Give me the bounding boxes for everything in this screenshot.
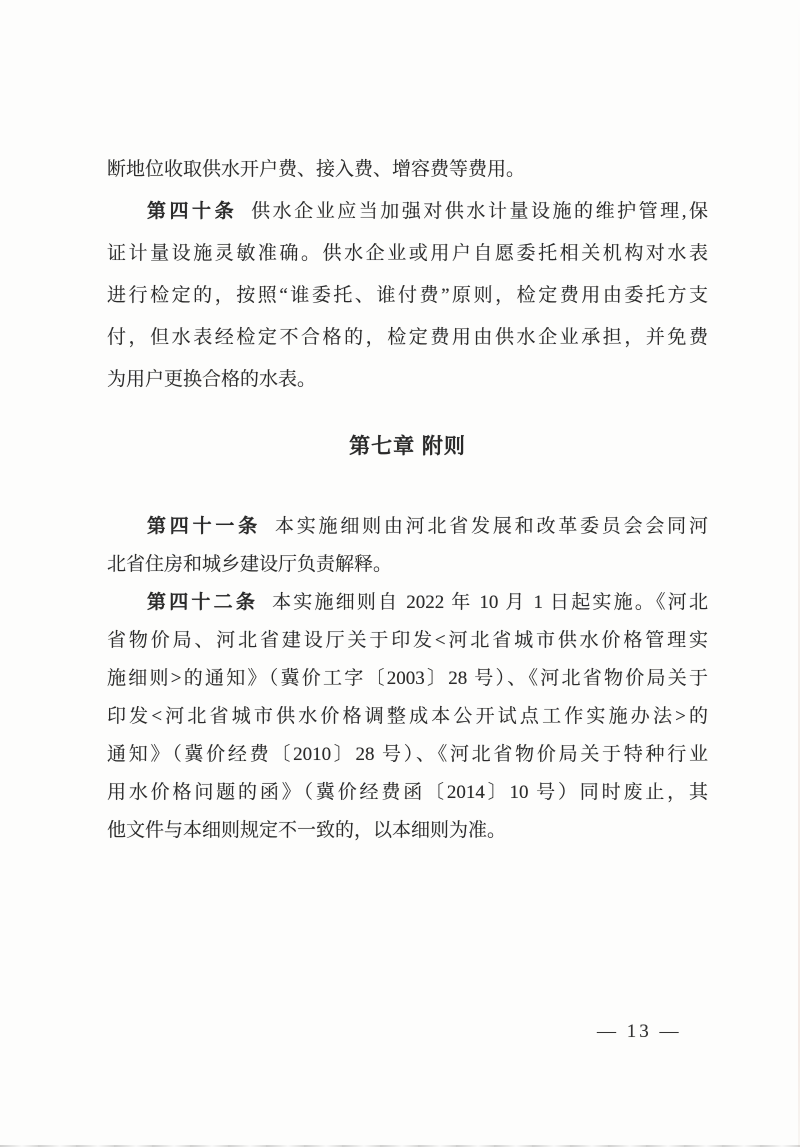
article-41-line-1: [107, 508, 708, 546]
article-42-line-1: [107, 584, 708, 622]
article-42-line-6: 用水价格问题的函》（冀价经费函〔2014〕10 号）同时废止，其: [107, 782, 708, 803]
article-42-line-2: 省物价局、河北省建设厅关于印发<河北省城市供水价格管理实: [107, 630, 708, 651]
article-40-lead: 第四十条: [147, 201, 238, 222]
article-40-line-2: 证计量设施灵敏准确。供水企业或用户自愿委托相关机构对水表: [107, 243, 708, 264]
article-41-lead: 第四十一条: [147, 516, 261, 537]
article-40-line-4: 付，但水表经检定不合格的，检定费用由供水企业承担，并免费: [107, 327, 708, 348]
article-42-line-1-text: 本实施细则自 2022 年 10 月 1 日起实施。《河北: [272, 592, 708, 613]
article-40-line-5: 为用户更换合格的水表。: [107, 369, 317, 390]
articles-41-42-section: [107, 508, 708, 850]
article-40-line-1-text: 供水企业应当加强对供水计量设施的维护管理,保: [251, 201, 708, 222]
chapter-7-heading: 第七章 附则: [349, 435, 466, 458]
document-body: [107, 149, 708, 850]
article-42-line-4: 印发<河北省城市供水价格调整成本公开试点工作实施办法>的: [107, 706, 708, 727]
article-42-line-7: 他文件与本细则规定不一致的，以本细则为准。: [107, 820, 507, 841]
article-40-line-1: [107, 191, 708, 233]
article-40-line-3: 进行检定的，按照“谁委托、谁付费”原则，检定费用由委托方支: [107, 285, 708, 306]
article-41-line-1-text: 本实施细则由河北省发展和改革委员会会同河: [274, 516, 708, 537]
article-42-line-3: 施细则>的通知》（冀价工字〔2003〕28 号）、《河北省物价局关于: [107, 668, 708, 689]
article-42-line-5: 通知》（冀价经费〔2010〕28 号）、《河北省物价局关于特种行业: [107, 744, 708, 765]
article-42-lead: 第四十二条: [147, 592, 259, 613]
article-40-section: [107, 149, 708, 401]
page-number: — 13 —: [597, 1021, 682, 1042]
article-41-line-2: 北省住房和城乡建设厅负责解释。: [107, 554, 393, 575]
paragraph-continuation-line: 断地位收取供水开户费、接入费、增容费等费用。: [107, 159, 526, 180]
